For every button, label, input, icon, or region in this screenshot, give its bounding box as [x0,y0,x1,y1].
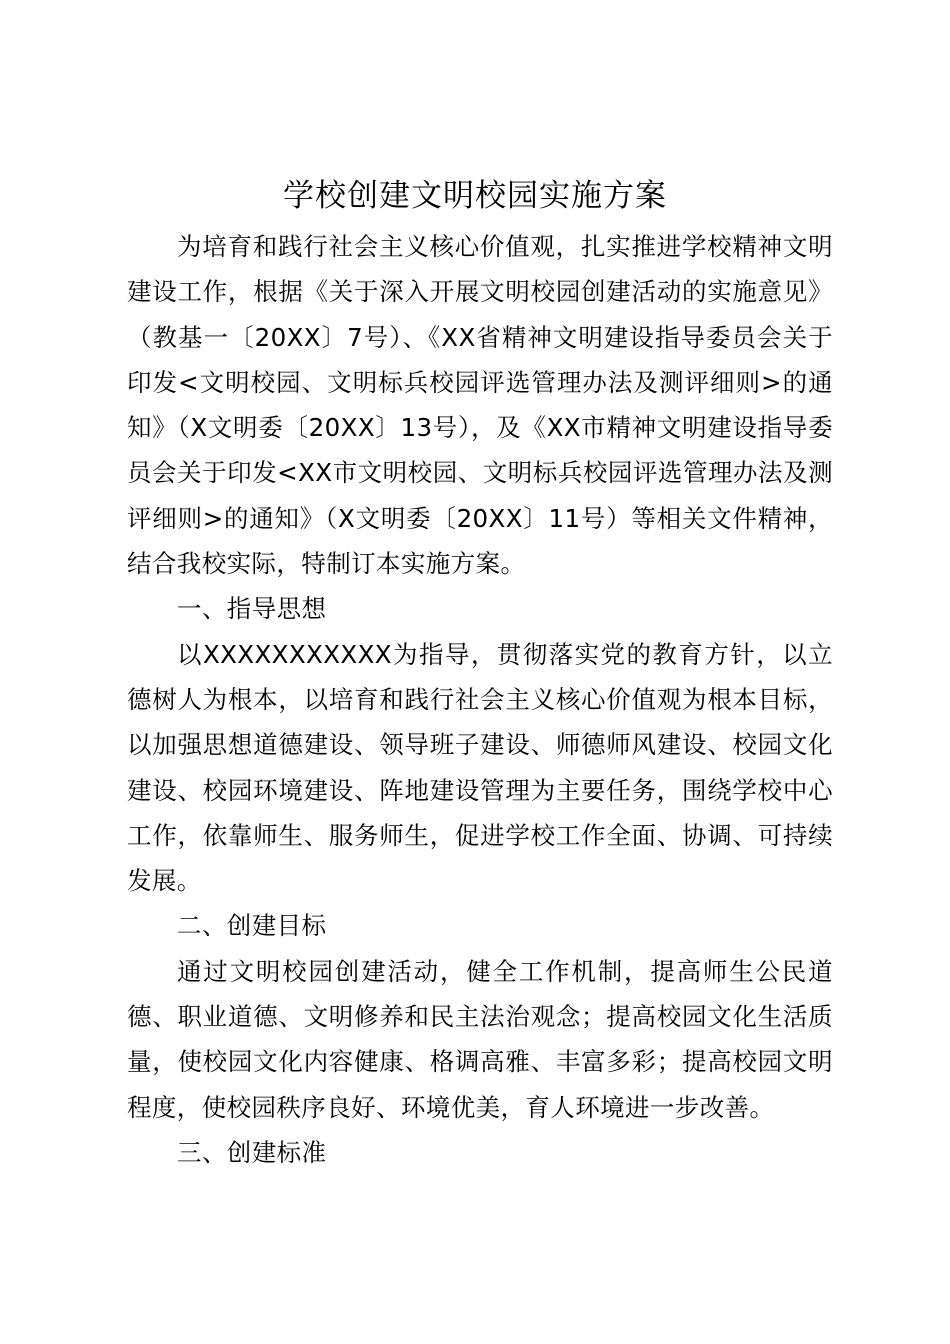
section-heading-goals: 二、创建目标 [177,911,327,941]
section-paragraph-goals: 通过文明校园创建活动，健全工作机制，提高师生公民道德、职业道德、文明修养和民主法治观念；提高校园文化生活质量，使校园文化内容健康、格调高雅、丰富多彩；提高校园文明程度，使校园秩序良好、环境优美，育人环境进一步改善。 [127,956,833,1122]
document-title: 学校创建文明校园实施方案 [283,178,667,214]
section-heading-guiding-ideology: 一、指导思想 [177,594,327,624]
section-heading-standards: 三、创建标准 [177,1137,327,1167]
document-body [127,224,833,1175]
section-paragraph-guiding-ideology: 以XXXXXXXXXXX为指导，贯彻落实党的教育方针，以立德树人为根本，以培育和践行社会主义核心价值观为根本目标，以加强思想道德建设、领导班子建设、师德师风建设、校园文化建设、校园环境建设、阵地建设管理为主要任务，围绕学校中心工作，依靠师生、服务师生，促进学校工作全面、协调、可持续发展。 [127,639,833,896]
intro-paragraph: 为培育和践行社会主义核心价值观，扎实推进学校精神文明建设工作，根据《关于深入开展文明校园创建活动的实施意见》（教基一〔20XX〕7号）、《XX省精神文明建设指导委员会关于印发<文明校园、文明标兵校园评选管理办法及测评细则>的通知》（X文明委〔20XX〕13号），及《XX市精神文明建设指导委员会关于印发<XX市文明校园、文明标兵校园评选管理办法及测评细则>的通知》（X文明委〔20XX〕11号）等相关文件精神，结合我校实际，特制订本实施方案。 [127,232,833,579]
